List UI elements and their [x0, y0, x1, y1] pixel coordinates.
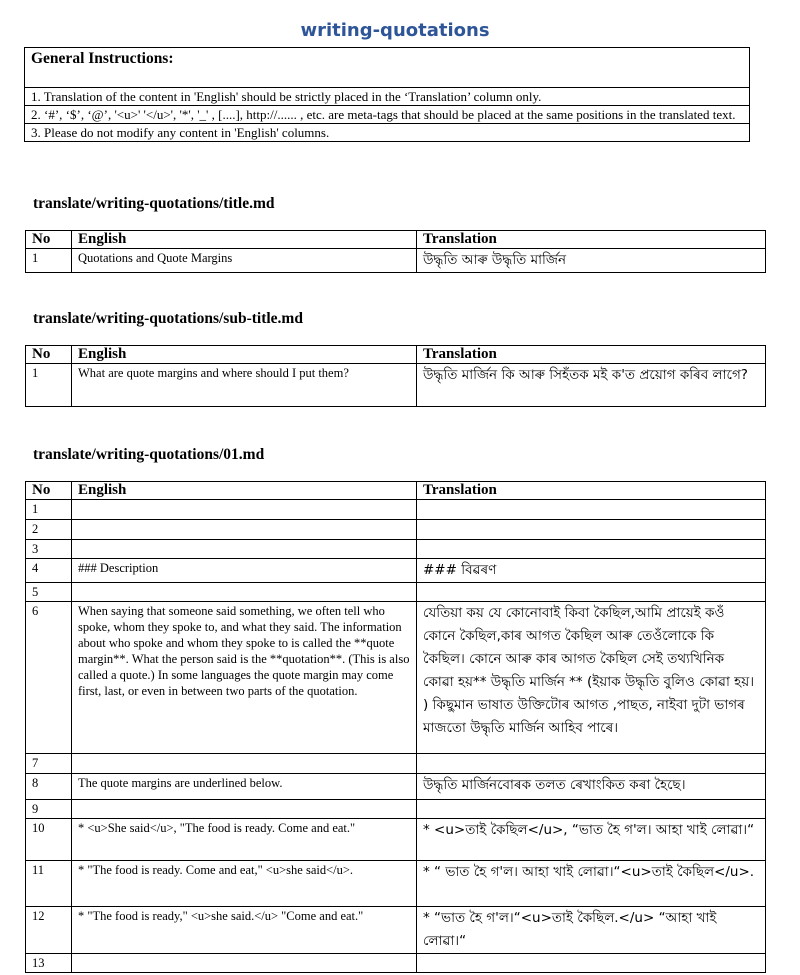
- table-header-row: [26, 346, 766, 364]
- english-cell: Quotations and Quote Margins: [72, 249, 417, 273]
- english-cell: When saying that someone said something, we often tell who spoke, whom they spoke to, and what they said. The information about who spoke and whom they spoke to is called the **quote margin**. What the person said is the **quotation**. (This is also called a quote.) In some languages the quote margin may come first, last, or even in between two parts of the quotation.: [72, 602, 417, 754]
- header-no: No: [26, 346, 72, 364]
- table-header-row: [26, 482, 766, 500]
- translation-table-sub-title: [25, 345, 766, 407]
- english-cell: The quote margins are underlined below.: [72, 774, 417, 800]
- row-number: 10: [26, 819, 72, 861]
- row-number: 3: [26, 540, 72, 559]
- section-heading-title-md: translate/writing-quotations/title.md: [33, 195, 275, 212]
- row-number: 12: [26, 907, 72, 954]
- row-number: 4: [26, 559, 72, 583]
- translation-cell[interactable]: * <u>তাই কৈছিল</u>, “ভাত হৈ গ'ল। আহা খাই লোৱা।“: [417, 819, 766, 861]
- translation-cell[interactable]: উদ্ধৃতি মাৰ্জিনবোৰক তলত ৰেখাংকিত কৰা হৈছে।: [417, 774, 766, 800]
- header-translation: Translation: [417, 482, 766, 500]
- table-row: [26, 954, 766, 973]
- table-row: [26, 602, 766, 754]
- section-heading-01-md: translate/writing-quotations/01.md: [33, 446, 265, 463]
- row-number: 7: [26, 754, 72, 774]
- general-instructions-box: [24, 47, 750, 142]
- table-row: [26, 861, 766, 907]
- table-row: [26, 800, 766, 819]
- table-row: [26, 500, 766, 520]
- row-number: 11: [26, 861, 72, 907]
- translation-cell[interactable]: [417, 583, 766, 602]
- row-number: 5: [26, 583, 72, 602]
- translation-table-title: [25, 230, 766, 273]
- translation-cell[interactable]: [417, 800, 766, 819]
- translation-cell[interactable]: যেতিয়া কয় যে কোনোবাই কিবা কৈছিল,আমি প্ৰায়েই কওঁ কোনে কৈছিল,কাৰ আগত কৈছিল আৰু তেওঁলোকে কি কৈছিল। কোনে আৰু কাৰ আগত কৈছিল সেই তথ্যখিনিক কোৱা হয়** উদ্ধৃতি মাৰ্জিন ** (ইয়াক উদ্ধৃতি বুলিও কোৱা হয়। ) কিছুমান ভাষাত উক্তিটোৰ আগত ,পাছত, নাইবা দুটা ভাগৰ মাজতো উদ্ধৃতি মাৰ্জিন আহিব পাৰে।: [417, 602, 766, 754]
- header-english: English: [72, 231, 417, 249]
- translation-cell[interactable]: [417, 754, 766, 774]
- row-number: 1: [26, 500, 72, 520]
- header-no: No: [26, 231, 72, 249]
- table-row: [26, 754, 766, 774]
- translation-cell[interactable]: * “ ভাত হৈ গ'ল। আহা খাই লোৱা।“<u>তাই কৈছিল</u>.: [417, 861, 766, 907]
- row-number: 2: [26, 520, 72, 540]
- instruction-item: 1. Translation of the content in 'English' should be strictly placed in the ‘Translation’ column only.: [25, 88, 749, 106]
- header-english: English: [72, 346, 417, 364]
- english-cell: * "The food is ready. Come and eat," <u>she said</u>.: [72, 861, 417, 907]
- english-cell: [72, 520, 417, 540]
- row-number: 9: [26, 800, 72, 819]
- row-number: 1: [26, 364, 72, 407]
- row-number: 6: [26, 602, 72, 754]
- translation-cell[interactable]: ### বিৱৰণ: [417, 559, 766, 583]
- translation-cell[interactable]: উদ্ধৃতি মাৰ্জিন কি আৰু সিহঁতক মই ক'ত প্ৰয়োগ কৰিব লাগে?: [417, 364, 766, 407]
- row-number: 8: [26, 774, 72, 800]
- translation-table-01: [25, 481, 766, 973]
- english-cell: [72, 500, 417, 520]
- instruction-item: 3. Please do not modify any content in 'English' columns.: [31, 125, 330, 140]
- instructions-heading: General Instructions:: [25, 48, 749, 88]
- translation-cell[interactable]: [417, 520, 766, 540]
- table-row: [26, 907, 766, 954]
- english-cell: [72, 540, 417, 559]
- english-cell: * "The food is ready," <u>she said.</u> "Come and eat.": [72, 907, 417, 954]
- header-translation: Translation: [417, 346, 766, 364]
- section-heading-sub-title-md: translate/writing-quotations/sub-title.md: [33, 310, 303, 327]
- english-cell: [72, 583, 417, 602]
- document-title: writing-quotations: [300, 20, 490, 41]
- table-row: [26, 559, 766, 583]
- translation-cell[interactable]: [417, 500, 766, 520]
- translation-cell[interactable]: [417, 540, 766, 559]
- header-translation: Translation: [417, 231, 766, 249]
- english-cell: * <u>She said</u>, "The food is ready. Come and eat.": [72, 819, 417, 861]
- english-cell: [72, 800, 417, 819]
- table-row: [26, 540, 766, 559]
- table-row: [26, 520, 766, 540]
- table-row: [26, 249, 766, 273]
- english-cell: What are quote margins and where should I put them?: [72, 364, 417, 407]
- table-row: [26, 364, 766, 407]
- translation-cell[interactable]: * “ভাত হৈ গ'ল।“<u>তাই কৈছিল.</u> “আহা খাই লোৱা।“: [417, 907, 766, 954]
- instruction-item: 2. ‘#’, ‘$’, ‘@’, '<u>' '</u>', '*', '_' , [....], http://...... , etc. are meta-tags that should be placed at the same positions in the translated text.: [25, 106, 749, 124]
- row-number: 1: [26, 249, 72, 273]
- header-english: English: [72, 482, 417, 500]
- table-row: [26, 774, 766, 800]
- english-cell: [72, 754, 417, 774]
- translation-cell[interactable]: [417, 954, 766, 973]
- table-header-row: [26, 231, 766, 249]
- table-row: [26, 583, 766, 602]
- row-number: 13: [26, 954, 72, 973]
- english-cell: ### Description: [72, 559, 417, 583]
- translation-cell[interactable]: উদ্ধৃতি আৰু উদ্ধৃতি মাৰ্জিন: [417, 249, 766, 273]
- table-row: [26, 819, 766, 861]
- english-cell: [72, 954, 417, 973]
- header-no: No: [26, 482, 72, 500]
